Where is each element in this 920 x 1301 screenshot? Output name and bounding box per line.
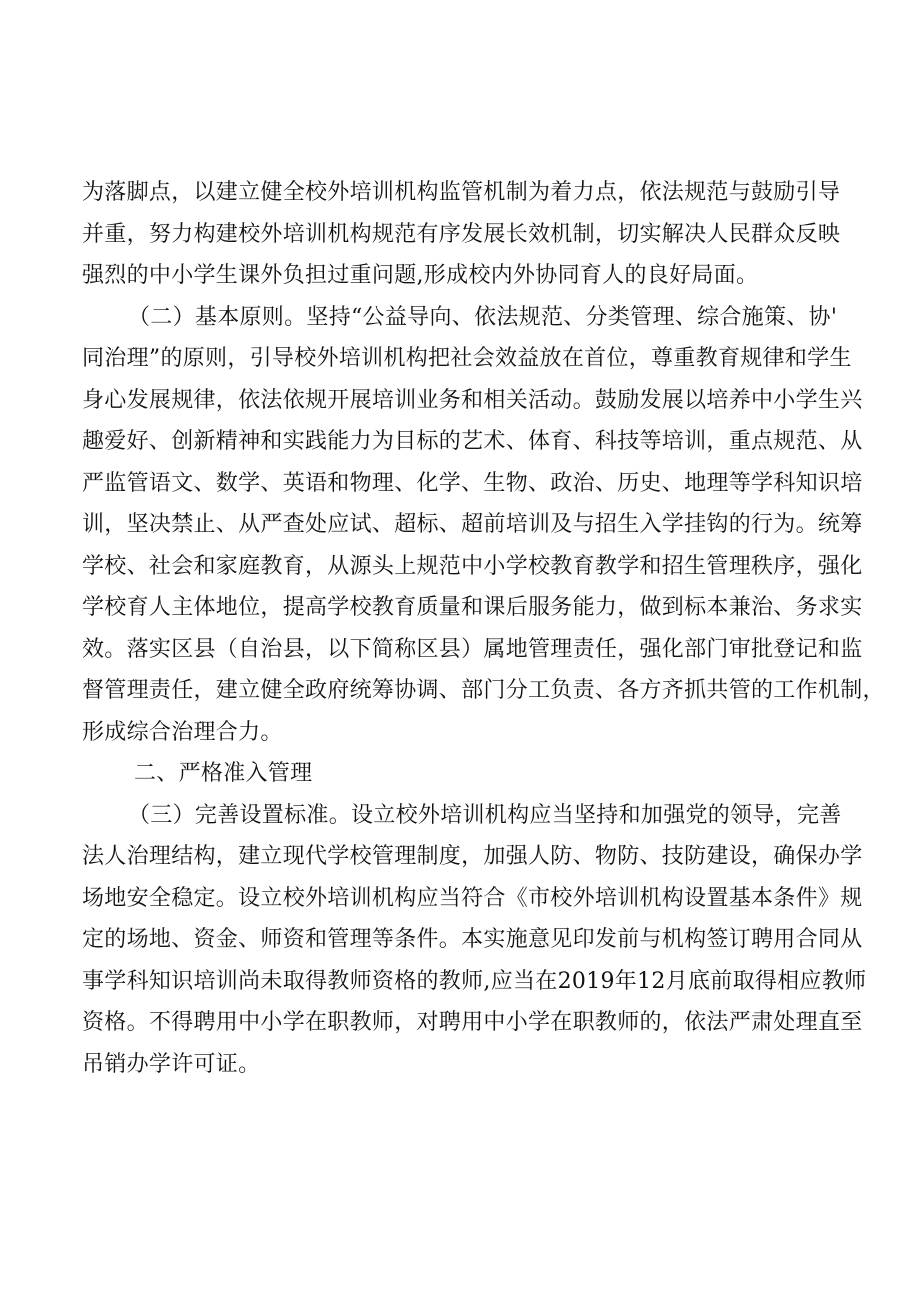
paragraph-line: 身心发展规律，依法依规开展培训业务和相关活动。鼓励发展以培养中小学生兴 — [82, 387, 863, 413]
paragraph-line: 场地安全稳定。设立校外培训机构应当符合《市校外培训机构设置基本条件》规 — [82, 885, 863, 911]
paragraph-line: （二）基本原则。坚持“公益导向、依法规范、分类管理、综合施策、协' — [128, 304, 838, 330]
paragraph-line: 事学科知识培训尚未取得教师资格的教师,应当在2019年12月底前取得相应教师 — [82, 968, 867, 994]
paragraph-line: 吊销办学许可证。 — [82, 1051, 261, 1077]
paragraph-line: 严监管语文、数学、英语和物理、化学、生物、政治、历史、地理等学科知识培 — [82, 470, 863, 496]
paragraph-line: 资格。不得聘用中小学在职教师，对聘用中小学在职教师的，依法严肃处理直至 — [82, 1010, 863, 1035]
paragraph-line: 并重，努力构建校外培训机构规范有序发展长效机制，切实解决人民群众反映 — [82, 221, 841, 247]
paragraph-line: 学校、社会和家庭教育，从源头上规范中小学校教育教学和招生管理秩序，强化 — [82, 553, 863, 579]
paragraph-line: 为落脚点，以建立健全校外培训机构监管机制为着力点，依法规范与鼓励引导 — [82, 180, 841, 205]
paragraph-line: 同治理”的原则，引导校外培训机构把社会效益放在首位，尊重教育规律和学生 — [82, 346, 852, 371]
paragraph-line: 强烈的中小学生课外负担过重问题,形成校内外协同育人的良好局面。 — [82, 263, 759, 288]
paragraph-line: 定的场地、资金、师资和管理等条件。本实施意见印发前与机构签订聘用合同从 — [82, 927, 863, 952]
paragraph-line: 督管理责任，建立健全政府统筹协调、部门分工负责、各方齐抓共管的工作机制， — [82, 678, 885, 703]
paragraph-line: 训，坚决禁止、从严查处应试、超标、超前培训及与招生入学挂钩的行为。统筹 — [82, 512, 863, 537]
paragraph-line: 形成综合治理合力。 — [82, 719, 283, 745]
document-body — [82, 172, 885, 1085]
paragraph-line: 效。落实区县（自治县，以下简称区县）属地管理责任，强化部门审批登记和监 — [82, 636, 863, 662]
paragraph-line: （三）完善设置标准。设立校外培训机构应当坚持和加强党的领导，完善 — [128, 802, 842, 828]
section-heading: 二、严格准入管理 — [134, 761, 313, 786]
paragraph-line: 法人治理结构，建立现代学校管理制度，加强人防、物防、技防建设，确保办学 — [82, 844, 863, 869]
paragraph-line: 趣爱好、创新精神和实践能力为目标的艺术、体育、科技等培训，重点规范、从 — [82, 429, 863, 454]
paragraph-line: 学校育人主体地位，提高学校教育质量和课后服务能力，做到标本兼治、务求实 — [82, 595, 863, 620]
